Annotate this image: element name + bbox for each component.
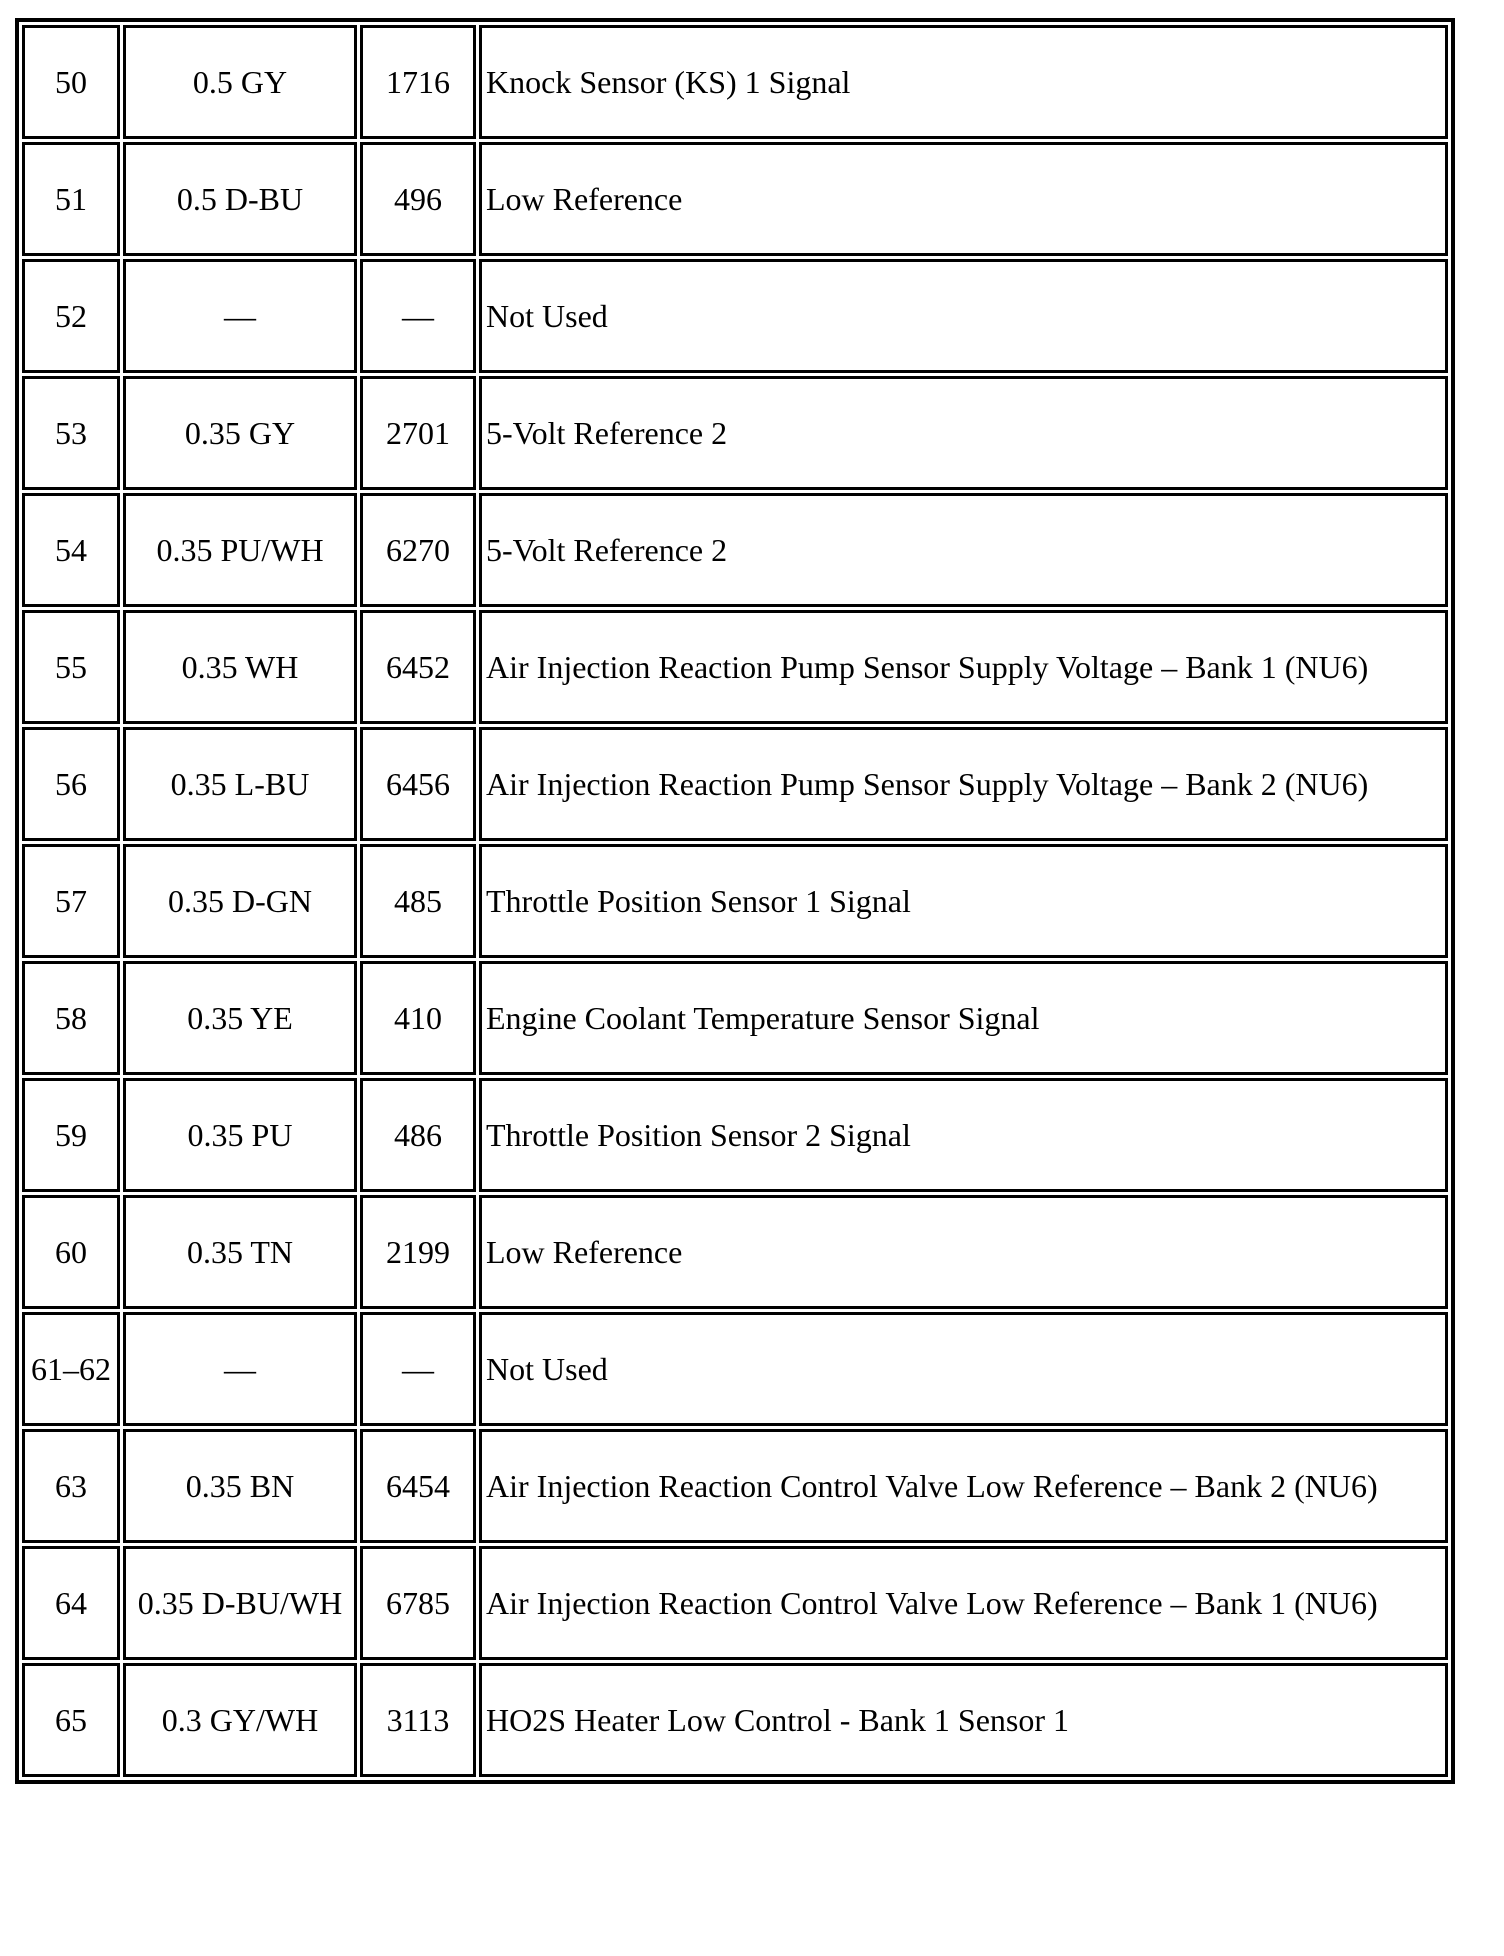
circuit-number-cell: 496 [360, 142, 476, 256]
circuit-number-cell: 410 [360, 961, 476, 1075]
pin-number-cell: 50 [22, 25, 120, 139]
pin-number-cell: 65 [22, 1663, 120, 1777]
function-cell: Low Reference [479, 1195, 1448, 1309]
table-row [22, 1546, 1448, 1660]
pinout-table [19, 22, 1451, 1780]
circuit-number-cell: 6785 [360, 1546, 476, 1660]
table-row [22, 961, 1448, 1075]
wire-color-cell: 0.35 PU/WH [123, 493, 357, 607]
function-cell: Engine Coolant Temperature Sensor Signal [479, 961, 1448, 1075]
circuit-number-cell: 3113 [360, 1663, 476, 1777]
function-cell: 5-Volt Reference 2 [479, 376, 1448, 490]
pin-number-cell: 61–62 [22, 1312, 120, 1426]
function-cell: Air Injection Reaction Pump Sensor Supply Voltage – Bank 2 (NU6) [479, 727, 1448, 841]
circuit-number-cell: 486 [360, 1078, 476, 1192]
pin-number-cell: 59 [22, 1078, 120, 1192]
pin-number-cell: 64 [22, 1546, 120, 1660]
function-cell: Not Used [479, 1312, 1448, 1426]
function-cell: Air Injection Reaction Control Valve Low Reference – Bank 1 (NU6) [479, 1546, 1448, 1660]
circuit-number-cell: 2199 [360, 1195, 476, 1309]
table-row [22, 142, 1448, 256]
table-row [22, 610, 1448, 724]
circuit-number-cell: 485 [360, 844, 476, 958]
function-cell: Low Reference [479, 142, 1448, 256]
wire-color-cell: 0.35 TN [123, 1195, 357, 1309]
function-cell: Not Used [479, 259, 1448, 373]
function-cell: Throttle Position Sensor 2 Signal [479, 1078, 1448, 1192]
circuit-number-cell: — [360, 259, 476, 373]
table-row [22, 844, 1448, 958]
function-cell: Knock Sensor (KS) 1 Signal [479, 25, 1448, 139]
table-row [22, 1429, 1448, 1543]
table-row [22, 25, 1448, 139]
pin-number-cell: 54 [22, 493, 120, 607]
wire-color-cell: 0.35 WH [123, 610, 357, 724]
wire-color-cell: 0.35 GY [123, 376, 357, 490]
table-row [22, 727, 1448, 841]
pin-number-cell: 56 [22, 727, 120, 841]
table-row [22, 1663, 1448, 1777]
wire-color-cell: — [123, 1312, 357, 1426]
circuit-number-cell: 6454 [360, 1429, 476, 1543]
circuit-number-cell: 6270 [360, 493, 476, 607]
wire-color-cell: 0.3 GY/WH [123, 1663, 357, 1777]
table-row [22, 376, 1448, 490]
wire-color-cell: 0.35 D-GN [123, 844, 357, 958]
wire-color-cell: 0.35 D-BU/WH [123, 1546, 357, 1660]
circuit-number-cell: 6452 [360, 610, 476, 724]
table-row [22, 259, 1448, 373]
table-row [22, 1312, 1448, 1426]
function-cell: HO2S Heater Low Control - Bank 1 Sensor 1 [479, 1663, 1448, 1777]
wire-color-cell: 0.35 L-BU [123, 727, 357, 841]
pin-number-cell: 60 [22, 1195, 120, 1309]
circuit-number-cell: 6456 [360, 727, 476, 841]
connector-pinout-table [15, 18, 1455, 1784]
function-cell: 5-Volt Reference 2 [479, 493, 1448, 607]
table-row [22, 493, 1448, 607]
pin-number-cell: 55 [22, 610, 120, 724]
table-row [22, 1078, 1448, 1192]
circuit-number-cell: 1716 [360, 25, 476, 139]
pin-number-cell: 63 [22, 1429, 120, 1543]
pin-number-cell: 52 [22, 259, 120, 373]
wire-color-cell: 0.35 PU [123, 1078, 357, 1192]
pin-number-cell: 53 [22, 376, 120, 490]
pin-number-cell: 51 [22, 142, 120, 256]
function-cell: Throttle Position Sensor 1 Signal [479, 844, 1448, 958]
table-row [22, 1195, 1448, 1309]
wire-color-cell: 0.5 GY [123, 25, 357, 139]
circuit-number-cell: 2701 [360, 376, 476, 490]
pin-number-cell: 57 [22, 844, 120, 958]
circuit-number-cell: — [360, 1312, 476, 1426]
wire-color-cell: — [123, 259, 357, 373]
pin-number-cell: 58 [22, 961, 120, 1075]
wire-color-cell: 0.35 BN [123, 1429, 357, 1543]
function-cell: Air Injection Reaction Control Valve Low Reference – Bank 2 (NU6) [479, 1429, 1448, 1543]
function-cell: Air Injection Reaction Pump Sensor Supply Voltage – Bank 1 (NU6) [479, 610, 1448, 724]
wire-color-cell: 0.35 YE [123, 961, 357, 1075]
wire-color-cell: 0.5 D-BU [123, 142, 357, 256]
